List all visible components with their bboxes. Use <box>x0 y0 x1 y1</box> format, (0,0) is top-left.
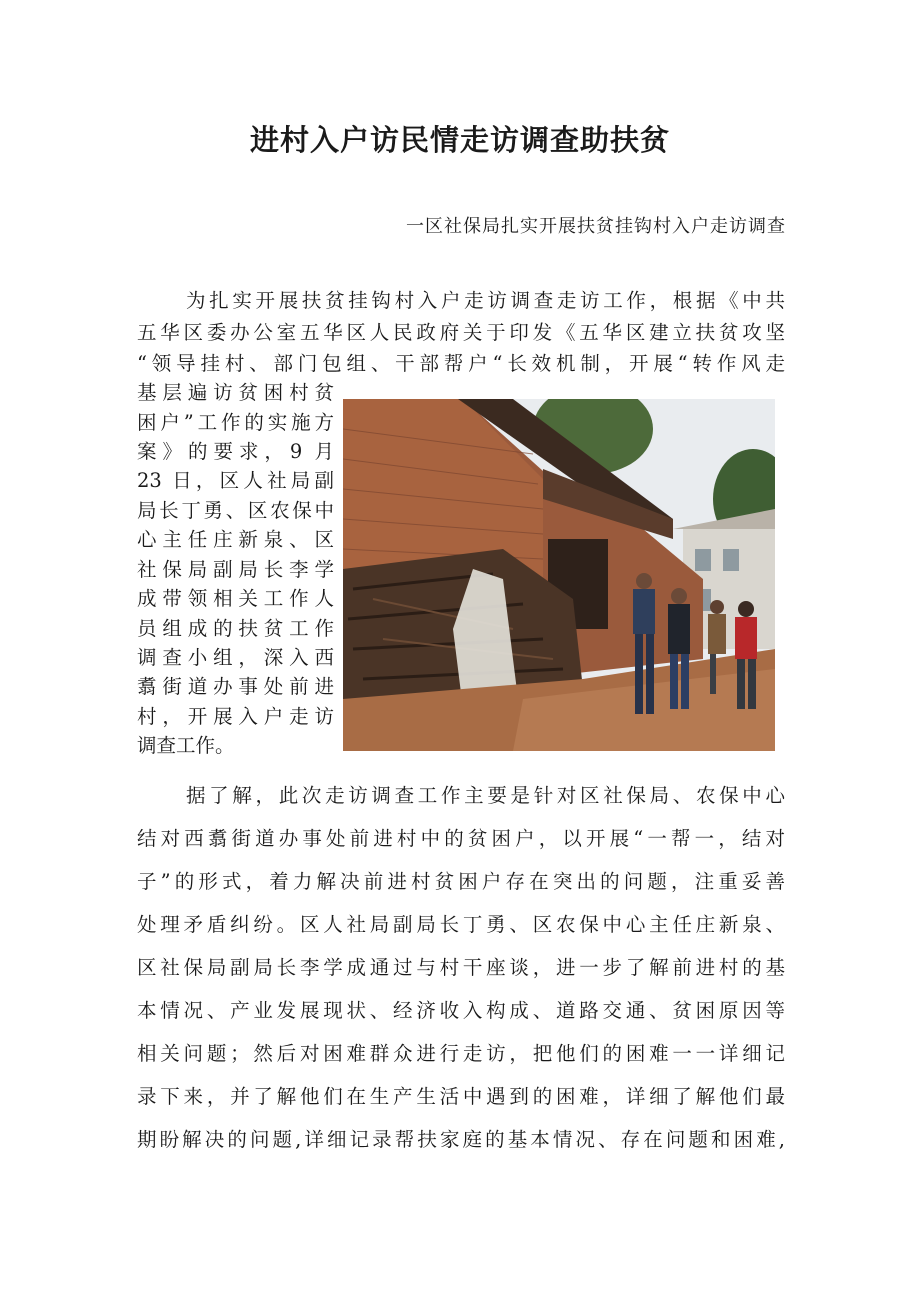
paragraph-line: 心主任庄新泉、区 <box>137 528 334 551</box>
paragraph-line: 成带领相关工作人 <box>137 587 334 610</box>
paragraph-line: 员组成的扶贫工作 <box>137 617 334 640</box>
paragraph-line: 据了解，此次走访调查工作主要是针对区社保局、农保中心 <box>186 784 785 807</box>
paragraph-line: 23 日，区人社局副 <box>137 469 334 492</box>
paragraph-line: 区社保局副局长李学成通过与村干座谈，进一步了解前进村的基 <box>137 956 785 979</box>
paragraph-line: 为扎实开展扶贫挂钩村入户走访调查走访工作，根据《中共 <box>186 289 785 312</box>
paragraph-line: 子”的形式，着力解决前进村贫困户存在突出的问题，注重妥善 <box>137 870 785 893</box>
paragraph-line: 五华区委办公室五华区人民政府关于印发《五华区建立扶贫攻坚 <box>137 321 785 344</box>
paragraph-line: 调查工作。 <box>137 734 235 757</box>
paragraph-line: 相关问题；然后对困难群众进行走访，把他们的困难一一详细记 <box>137 1042 785 1065</box>
paragraph-line: 社保局副局长李学 <box>137 558 334 581</box>
paragraph-line: 村，开展入户走访 <box>137 705 334 728</box>
paragraph-line: 期盼解决的问题,详细记录帮扶家庭的基本情况、存在问题和困难, <box>137 1128 785 1151</box>
village-visit-photo <box>343 399 775 751</box>
paragraph-line: 调查小组，深入西 <box>137 646 334 669</box>
paragraph-line: 处理矛盾纠纷。区人社局副局长丁勇、区农保中心主任庄新泉、 <box>137 913 785 936</box>
paragraph-line: 困户”工作的实施方 <box>137 411 334 434</box>
paragraph-line: 翥街道办事处前进 <box>137 675 334 698</box>
paragraph-line: 基层遍访贫困村贫 <box>137 381 334 404</box>
paragraph-line: “领导挂村、部门包组、干部帮户“长效机制，开展“转作风走 <box>137 352 785 375</box>
paragraph-line: 案》的要求，9 月 <box>137 440 334 463</box>
document-title: 进村入户访民情走访调查助扶贫 <box>249 123 670 157</box>
paragraph-line: 结对西翥街道办事处前进村中的贫困户，以开展“一帮一，结对 <box>137 827 785 850</box>
paragraph-line: 本情况、产业发展现状、经济收入构成、道路交通、贫困原因等 <box>137 999 785 1022</box>
paragraph-line: 录下来，并了解他们在生产生活中遇到的困难，详细了解他们最 <box>137 1085 785 1108</box>
paragraph-line: 局长丁勇、区农保中 <box>137 499 334 522</box>
document-subtitle: 一区社保局扎实开展扶贫挂钩村入户走访调查 <box>406 216 786 237</box>
